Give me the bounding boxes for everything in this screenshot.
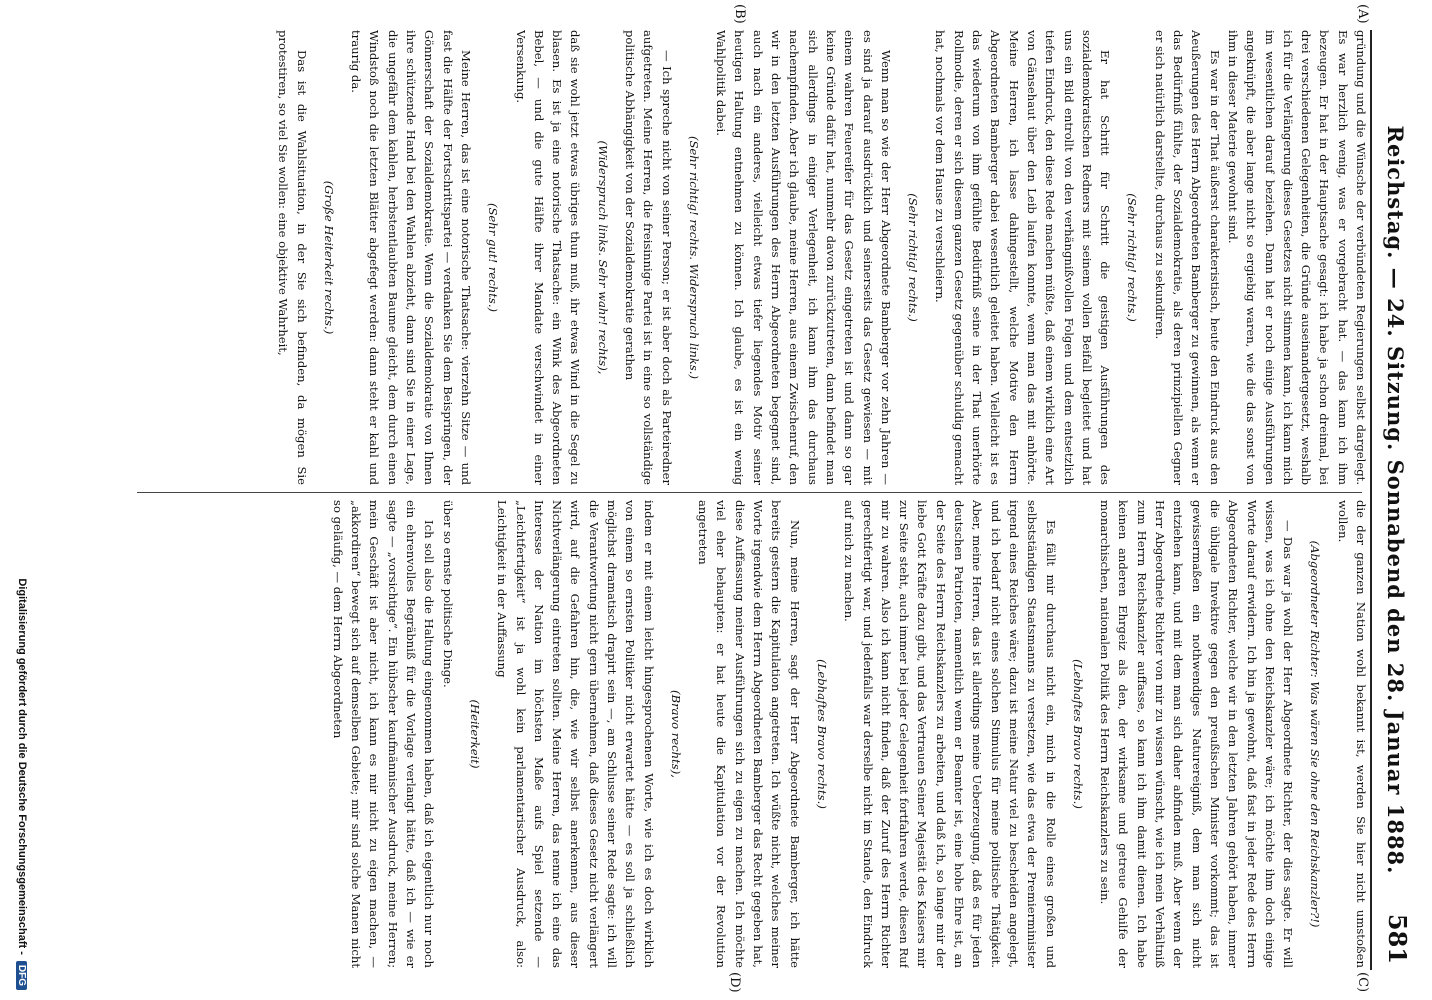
paragraph: über so ernste politische Dinge. (440, 500, 455, 688)
paragraph: Ich soll also die Haltung eingenommen haben, daß ich eigentlich nur noch ein ehrenvolles Begräbniß für die Vorlage verlangt hätte, daß ich — wie er sagte — „vorsichtige“. Ein hübscher kaufmännischer Ausdruck, meine Herren; mein Geschäft ist aber nicht, ich kann es mir nicht zu eigen machen, — „akkordiren“ bewegt sich auf demselben Gebiete; mir sind solche Manen nicht so geläufig, — dem Herrn Abgeordneten (330, 500, 437, 968)
page-title: Reichstag. — 24. Sitzung. Sonnabend den 28. Januar 1888. (1383, 125, 1408, 875)
credit-text: Digitalisierung gefördert durch die Deutsche Forschungsgemeinschaft - (16, 578, 28, 955)
margin-marker-b: (B) (732, 4, 747, 24)
interjection: (Sehr richtig! rechts.) (906, 193, 921, 322)
paragraph: Das ist die Wahlsituation, in der Sie sich befinden, da mögen Sie protestiren, so viel Sie wollen: eine objektive Wahrheit, (276, 30, 309, 485)
paragraph: Er hat Schritt für Schritt die geistigen Ausführungen des sozialdemokratischen Redners mit seinem vollen Beifall begleitet und hat uns ein Bild entrollt von den verhängnißvollen Folgen und dem entsetzlich tiefen Eindruck, den diese Rede machen müßte, daß einem wirklich eine Art von Gänsehaut über den Leib laufen konnte, wenn man das mit anhörte. Meine Herren, ich lasse dahingestellt, welche Motive den Herrn Abgeordneten Bamberger dabei wesentlich geleitet haben. Vielleicht ist es das wiederum von ihm gefühlte Bedürfniß seine in der That unerhörte Rollmodie, deren er sich diesem ganzen Gesetz gegenüber schuldig gemacht hat, nochmals vor dem Hause zu verschleiern. (933, 30, 1113, 485)
paragraph: Meine Herren, das ist eine notorische Thatsache: vierzehn Sitze — und fast die Hälfte der Fortschrittspartei — verdanken Sie dem Beispringen, der Gönnerschaft der Sozialdemokratie. Wenn die Sozialdemokratie von Ihnen ihre schützende Hand bei den Wahlen abzieht, dann sind Sie in einer Lage, die ungefähr dem kahlen, herbstentlaubten Baume gleicht, dem durch einen Windstoß noch die letzten Blätter abgefegt werden: dann steht er kahl und traurig da. (349, 30, 473, 485)
paragraph: — Das war ja wohl der Herr Abgeordnete Richter, der dies sagte. Er will wissen, was ich ohne den Reichskanzler wäre; ich möchte ihm doch einige Worte darauf erwidern. Ich bin ja gewohnt, daß fast in jeder Rede des Herrn Abgeordneten Richter, welche wir in den letzten Jahren gehört haben, immer die übligale Invektive gegen den preußischen Minister vorkommt; das ist gewissermaßen ein nothwendiges Naturereigniß, dem man sich nicht entziehen kann, und mit dem man sich daher abfinden muß. Aber wenn der Herr Abgeordnete Richter von mir zu wissen wünscht, wie ich mein Verhältniß zum Herrn Reichskanzler auffasse, so kann ich ihm damit dienen. Ich habe keinen anderen Ehrgeiz als den, der wirksame und getreue Gehilfe der monarchischen, nationalen Politik des Herrn Reichskanzlers zu sein. (1098, 500, 1296, 968)
interjection: (Lebhaftes Bravo rechts.) (1070, 659, 1085, 809)
interjection: (Sehr richtig! rechts. Widerspruch links.) (686, 135, 701, 380)
margin-marker-a: (A) (1355, 4, 1370, 24)
interjection: (Widerspruch links. Sehr wahr! rechts), (595, 140, 610, 375)
paragraph: Nun, meine Herren, sagt der Herr Abgeordnete Bamberger, ich hätte bereits gestern die Kapitulation angetreten. Ich wüßte nicht, welches meiner Worte irgendwie dem Herrn Abgeordneten Bamberger das Recht gegeben hat, diese Auffassung meiner Ausführungen sich zu eigen zu machen. Ich möchte viel eher behaupten: er hat heute die Kapitulation vor der Revolution angetreten (696, 500, 802, 968)
dfg-logo: DFG (16, 961, 27, 990)
interjection: (Lebhaftes Bravo rechts.) (814, 659, 829, 809)
paragraph: indem er mit einem leicht hingesprochenen Worte, wie ich es doch wirklich von einem so ernsten Politiker nicht erwartet hätte — es soll ja schließlich möglichst dramatisch drapirt sein —, am Schlusse seiner Rede sagte: ich will die Verantwortung nicht gern übernehmen, daß dieses Gesetz nicht verlängert wird, auf die Gefahren hin, die, wie wir selbst anerkennen, aus dieser Nichtverlängerung eintreten sollten. Meine Herren, das nenne ich eine das Interesse der Nation im höchsten Maße aufs Spiel setzende — „Leichtfertigkeit“ ist ja wohl kein parlamentarischer Ausdruck, also: Leichtigkeit in der Auffassung (495, 500, 656, 968)
paragraph: daß sie wohl jetzt etwas übriges thun muß, ihr etwas Wind in die Segel zu blasen. Es ist ja eine notorische Thatsache: ein Wink des Abgeordneten Bebel, — und die gute Hälfte ihrer Mandate verschwindet in einer Versenkung. (513, 30, 583, 485)
right-column (135, 500, 1370, 968)
paragraph: gründung und die Wünsche der verbündeten Regierungen selbst dargelegt. Es war herzlich wenig, was er vorgebracht hat. — das kann ich ihm bezeugen. Er hat in der Hauptsache gesagt: ich habe ja schon dreimal, bei drei verschiedenen Gelegenheiten, die Gründe auseinandergesetzt, weshalb ich für die Verlängerung dieses Gesetzes nicht stimmen kann, ich kann mich im wesentlichen darauf beziehen. Dann hat er noch einige Ausführungen angeknüpft, die aber lange nicht so ergiebig waren, wie die das sonst von ihm in dieser Materie gewohnt sind. (1225, 30, 1368, 485)
interjection: (Sehr richtig! rechts.) (1125, 193, 1140, 322)
column-divider (137, 492, 1362, 493)
interjection: (Große Heiterkeit rechts.) (321, 180, 336, 335)
interjection: (Abgeordneter Richter: Was wären Sie ohne den Reichskanzler?!) (1308, 540, 1323, 928)
left-column (135, 30, 1370, 485)
interjection: (Bravo rechts), (668, 690, 683, 778)
digitization-credit (16, 230, 28, 990)
margin-marker-c: (C) (1355, 972, 1370, 993)
page-header (1370, 30, 1422, 970)
paragraph: Es war in der That äußerst charakteristisch, heute den Eindruck aus den Aeußerungen des Herrn Abgeordneten Bamberger zu gewinnen, als wenn er das Bedürfniß fühlte, der Sozialdemokratie, als deren prinzipiellen Gegner er sich natürlich darstellte, durchaus zu sekundiren. (1152, 30, 1222, 485)
margin-marker-d: (D) (727, 972, 742, 993)
paragraph: Wenn man so wie der Herr Abgeordnete Bamberger vor zehn Jahren — es sind ja darauf ausdrücklich und seinerseits das Gesetz gewiesen — mit einem wahren Feuereifer für das Gesetz eingetreten ist und dann so gar keine Gründe dafür hat, nunmehr davon zurückzutreten, dann befindet man sich allerdings in einiger Verlegenheit, ich kann ihm das durchaus nachempfinden. Aber ich glaube, meine Herren, aus einem Zwischenruf, den wir in den letzten Ausführungen des Herrn Abgeordneten begegnet sind, auch nach ein anderes, vielleicht etwas tiefer liegendes Motiv seiner heutigen Haltung entnehmen zu können. Ich glaube, es ist ein wenig Wahlpolitik dabei. (714, 30, 893, 485)
paragraph: die der ganzen Nation wohl bekannt ist, werden Sie hier nicht umstoßen wollen. (1335, 500, 1368, 968)
paragraph: — Ich spreche nicht von seiner Person; er ist aber doch als Parteiredner aufgetreten. Meine Herren, die freisinnige Partei ist in eine so vollständige politische Abhängigkeit von der Sozialdemokratie gerathen (623, 30, 674, 485)
interjection: (Heiterkeit) (467, 699, 482, 769)
paragraph: Es fällt mir durchaus nicht ein, mich in die Rolle eines großen und selbstständigen Staatsmanns zu versetzen, wie das etwa der Premierminister irgend eines Reiches wäre; dazu ist meine Natur viel zu bescheiden angelegt, und ich bedarf nicht eines solchen Stimulus für meine politische Thätigkeit. Aber, meine Herren, das ist allerdings meine Ueberzeugung, daß es für jeden deutschen Patrioten, namentlich wenn er Beamter ist, eine hohe Ehre ist, an der Seite des Herrn Reichskanzlers zu arbeiten, und daß ich, so lange mir der liebe Gott Kräfte dazu gibt, und das Vertrauen Seiner Majestät des Kaisers mir zur Seite steht, auch immer bei jeder Gelegenheit fortfahren werde, diesen Ruf mir zu wahren. Also ich kann nicht finden, daß der Zuruf des Herrn Richter gerechtfertigt war, und jedenfalls war derselbe nicht im Stande, den Eindruck auf mich zu machen. (842, 500, 1058, 968)
page-number: 581 (1383, 913, 1412, 964)
interjection: (Sehr gut! rechts.) (486, 202, 501, 313)
